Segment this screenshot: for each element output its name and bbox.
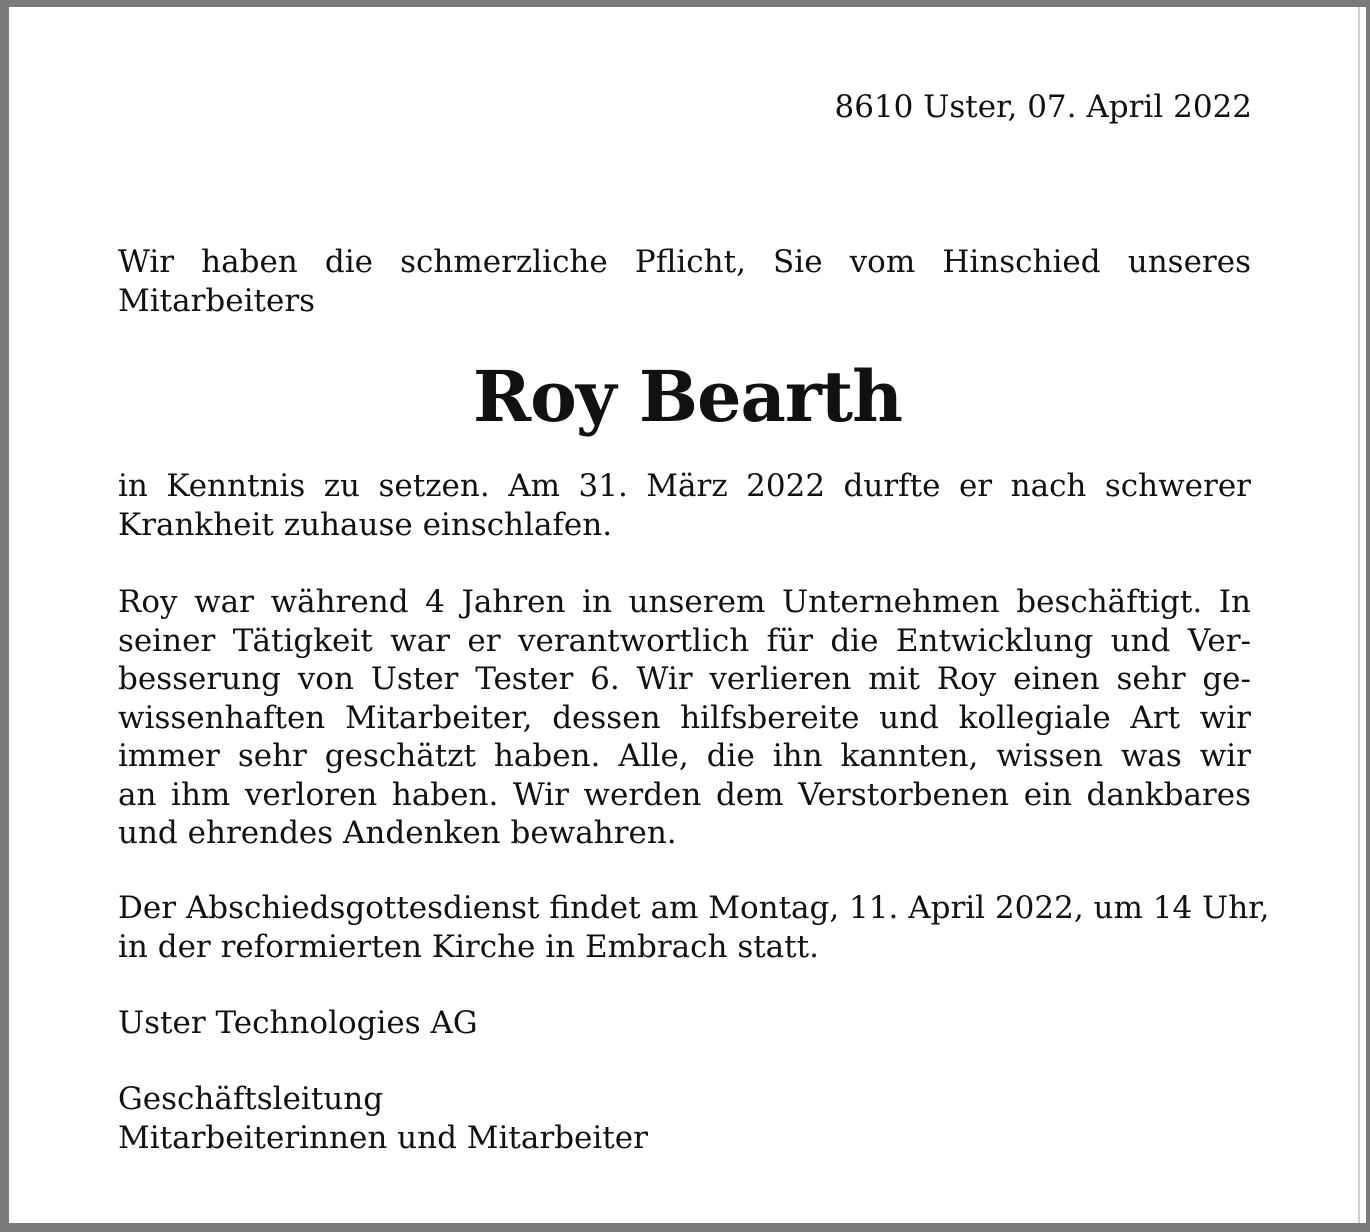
company-name — [118, 1004, 1251, 1043]
para3-line-2: in der reformierten Kirche in Embrach statt. — [118, 928, 819, 965]
paragraph-tribute — [118, 583, 1251, 853]
para1-line-2: Krankheit zuhause einschlafen. — [118, 506, 613, 543]
company-line: Uster Technologies AG — [118, 1005, 478, 1041]
signatories — [118, 1080, 1251, 1157]
para1-line-1: in Kenntnis zu setzen. Am 31. März 2022 durfte er nach schwerer — [118, 468, 1251, 504]
para2-line: seiner Tätigkeit war er verantwortlich für die Entwicklung und Ver- — [118, 622, 1251, 659]
intro-line-2: Mitarbeiters — [118, 282, 316, 319]
sign-line-1: Geschäftsleitung — [118, 1081, 384, 1117]
para2-line: an ihm verloren haben. Wir werden dem Verstorbenen ein dankbares — [118, 776, 1251, 813]
para3-line-1: Der Abschiedsgottesdienst findet am Montag, 11. April 2022, um 14 Uhr, — [118, 890, 1270, 926]
place-date: 8610 Uster, 07. April 2022 — [834, 89, 1252, 125]
sign-line-2: Mitarbeiterinnen und Mitarbeiter — [118, 1119, 648, 1156]
para2-line: Roy war während 4 Jahren in unserem Unternehmen beschäftigt. In — [118, 584, 1251, 620]
para2-line: und ehrendes Andenken bewahren. — [118, 815, 677, 851]
intro-line-1: Wir haben die schmerzliche Pflicht, Sie vom Hinschied unseres — [118, 244, 1251, 280]
para2-line: besserung von Uster Tester 6. Wir verlieren mit Roy einen sehr ge- — [118, 661, 1251, 697]
intro-text — [118, 243, 1251, 320]
deceased-name: Roy Bearth — [472, 355, 903, 438]
para2-line: wissenhaften Mitarbeiter, dessen hilfsbereite und kollegiale Art wir — [118, 699, 1251, 736]
paragraph-service — [118, 889, 1318, 966]
para2-line: immer sehr geschätzt haben. Alle, die ihn kannten, wissen was wir — [118, 738, 1251, 774]
paragraph-announcement — [118, 467, 1251, 544]
